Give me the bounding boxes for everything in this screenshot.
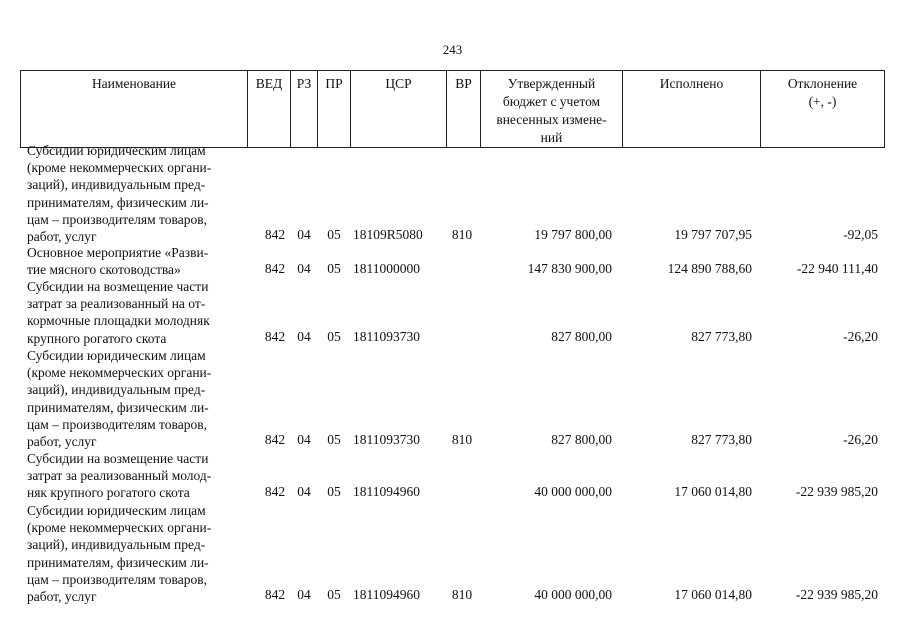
row-done: 17 060 014,80	[674, 484, 752, 499]
row-vr: 810	[451, 432, 473, 447]
row-deviation: -92,05	[843, 227, 878, 242]
row-vr: 810	[451, 227, 473, 242]
row-ved: 842	[264, 227, 286, 242]
row-csr: 18109R5080	[353, 227, 423, 242]
row-vr: 810	[451, 587, 473, 602]
row-done: 17 060 014,80	[674, 587, 752, 602]
row-rz: 04	[297, 261, 311, 276]
row-ved: 842	[264, 432, 286, 447]
row-budget: 19 797 800,00	[534, 227, 612, 242]
row-name: Субсидии юридическим лицам (кроме некоммерческих органи- заций), индивидуальным пред- принимателям, физическим ли- цам – производителям товаров, работ, услуг	[27, 348, 212, 450]
row-done: 827 773,80	[691, 432, 752, 447]
row-deviation: -26,20	[843, 329, 878, 344]
row-csr: 1811094960	[353, 587, 420, 602]
row-csr: 1811000000	[353, 261, 420, 276]
header-ved: ВЕД	[248, 71, 291, 148]
row-deviation: -22 940 111,40	[796, 261, 878, 276]
row-name: Субсидии юридическим лицам (кроме некоммерческих органи- заций), индивидуальным пред- принимателям, физическим ли- цам – производителям товаров, работ, услуг	[27, 143, 212, 245]
row-budget: 40 000 000,00	[534, 587, 612, 602]
row-pr: 05	[327, 484, 341, 499]
row-done: 827 773,80	[691, 329, 752, 344]
row-rz: 04	[297, 587, 311, 602]
header-done: Исполнено	[623, 71, 761, 148]
header-name: Наименование	[21, 71, 248, 148]
row-budget: 147 830 900,00	[527, 261, 612, 276]
row-name: Основное мероприятие «Разви- тие мясного скотоводства»	[27, 245, 209, 278]
row-csr: 1811094960	[353, 484, 420, 499]
header-deviation: Отклонение (+, -)	[761, 71, 885, 148]
header-pr: ПР	[318, 71, 351, 148]
row-csr: 1811093730	[353, 432, 420, 447]
header-budget: Утвержденный бюджет с учетом внесенных измене- ний	[481, 71, 623, 148]
row-pr: 05	[327, 261, 341, 276]
header-vr: ВР	[447, 71, 481, 148]
row-deviation: -26,20	[843, 432, 878, 447]
row-rz: 04	[297, 432, 311, 447]
row-csr: 1811093730	[353, 329, 420, 344]
row-budget: 40 000 000,00	[534, 484, 612, 499]
table-header	[20, 70, 885, 148]
row-ved: 842	[264, 484, 286, 499]
row-name: Субсидии на возмещение части затрат за реализованный молод- няк крупного рогатого скота	[27, 451, 212, 501]
row-deviation: -22 939 985,20	[795, 484, 878, 499]
row-budget: 827 800,00	[551, 329, 612, 344]
row-deviation: -22 939 985,20	[795, 587, 878, 602]
row-name: Субсидии на возмещение части затрат за реализованный на от- кормочные площадки молодняк крупного рогатого скота	[27, 279, 210, 346]
row-done: 124 890 788,60	[667, 261, 752, 276]
row-budget: 827 800,00	[551, 432, 612, 447]
header-csr: ЦСР	[351, 71, 447, 148]
row-pr: 05	[327, 227, 341, 242]
page-number: 243	[442, 42, 463, 57]
row-pr: 05	[327, 432, 341, 447]
row-name: Субсидии юридическим лицам (кроме некоммерческих органи- заций), индивидуальным пред- принимателям, физическим ли- цам – производителям товаров, работ, услуг	[27, 503, 212, 605]
row-ved: 842	[264, 329, 286, 344]
row-pr: 05	[327, 587, 341, 602]
row-rz: 04	[297, 227, 311, 242]
row-ved: 842	[264, 261, 286, 276]
header-rz: РЗ	[291, 71, 318, 148]
row-done: 19 797 707,95	[674, 227, 752, 242]
row-rz: 04	[297, 329, 311, 344]
row-pr: 05	[327, 329, 341, 344]
row-ved: 842	[264, 587, 286, 602]
row-rz: 04	[297, 484, 311, 499]
